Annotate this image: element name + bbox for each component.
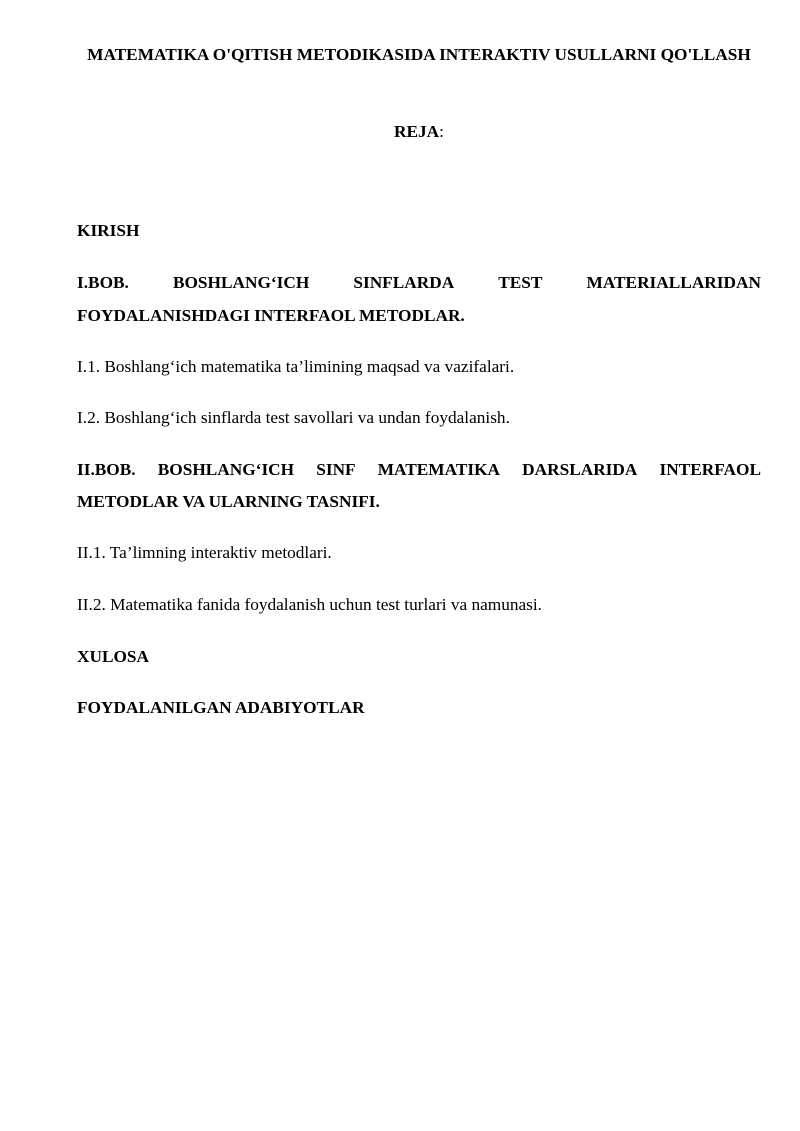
chapter-1-word: MATERIALLARIDAN <box>586 273 761 292</box>
chapter-1-heading-line1 <box>77 271 761 295</box>
subsection-1-2: I.2. Boshlang‘ich sinflarda test savollari va undan foydalanish. <box>77 408 510 427</box>
section-introduction: KIRISH <box>77 221 140 240</box>
chapter-2-word: MATEMATIKA <box>377 460 500 479</box>
chapter-1-word: TEST <box>498 273 543 292</box>
plan-heading <box>0 120 800 144</box>
subsection-2-1: II.1. Ta’limning interaktiv metodlari. <box>77 543 332 562</box>
section-conclusion: XULOSA <box>77 647 150 666</box>
subsection-2-2: II.2. Matematika fanida foydalanish uchun test turlari va namunasi. <box>77 595 543 614</box>
chapter-2-word: INTERFAOL <box>659 460 761 479</box>
chapter-2-word: II.BOB. <box>77 460 136 479</box>
section-references: FOYDALANILGAN ADABIYOTLAR <box>77 698 365 717</box>
plan-label: REJA <box>394 122 440 141</box>
chapter-2-word: DARSLARIDA <box>522 460 638 479</box>
chapter-2-word: BOSHLANG‘ICH <box>157 460 295 479</box>
chapter-2-heading-line1 <box>77 458 761 482</box>
chapter-1-word: SINFLARDA <box>353 273 455 292</box>
document-title: MATEMATIKA O'QITISH METODIKASIDA INTERAKTIV USULLARNI QO'LLASH <box>87 45 751 64</box>
chapter-1-word: I.BOB. <box>77 273 129 292</box>
chapter-1-word: BOSHLANG‘ICH <box>172 273 310 292</box>
chapter-2-heading-line2: METODLAR VA ULARNING TASNIFI. <box>77 492 380 511</box>
plan-colon: : <box>439 122 444 141</box>
subsection-1-1: I.1. Boshlang‘ich matematika ta’limining maqsad va vazifalari. <box>77 357 515 376</box>
chapter-1-heading-line2: FOYDALANISHDAGI INTERFAOL METODLAR. <box>77 306 465 325</box>
chapter-2-word: SINF <box>316 460 356 479</box>
